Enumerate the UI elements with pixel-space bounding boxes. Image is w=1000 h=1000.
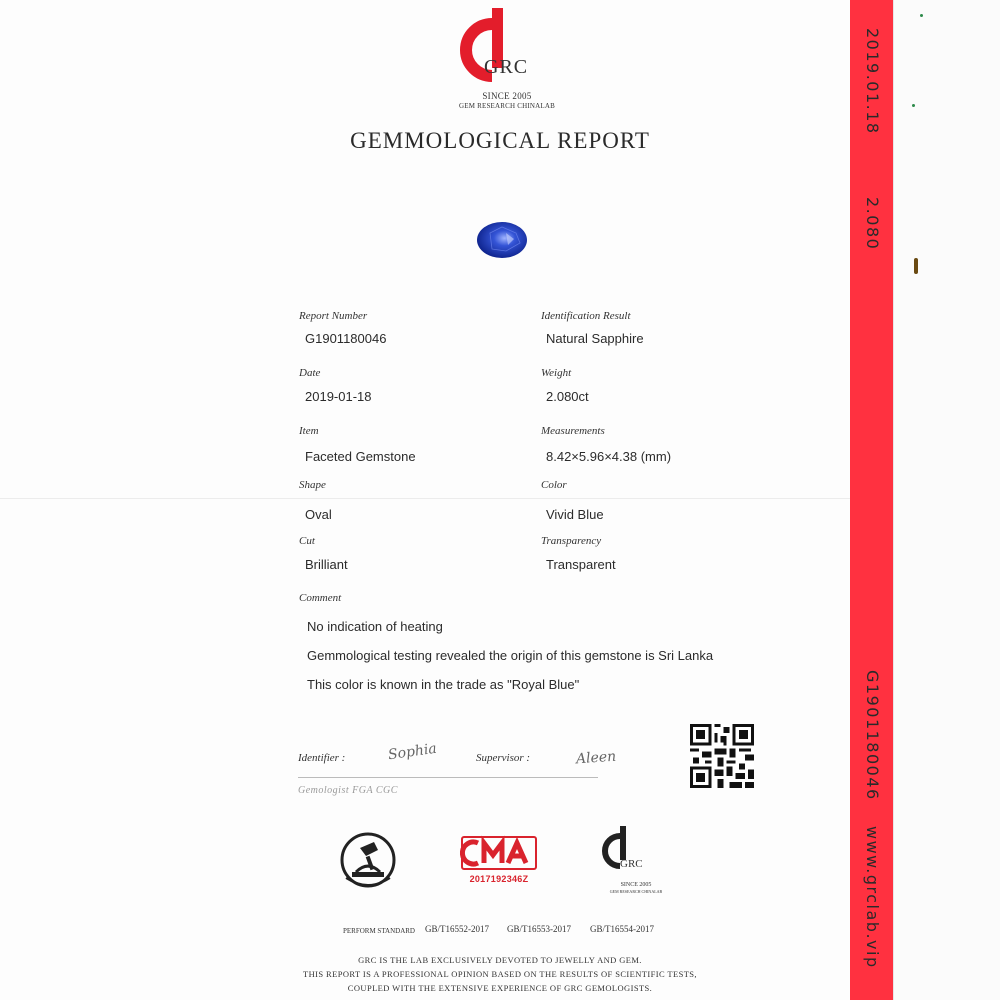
band-date: 2019.01.18	[863, 28, 882, 135]
transparency-label: Transparency	[541, 535, 602, 547]
identification-value: Natural Sapphire	[546, 331, 644, 346]
cut-label: Cut	[299, 535, 315, 547]
color-label: Color	[541, 479, 567, 491]
band-weight: 2.080	[863, 197, 882, 251]
fold-line	[0, 498, 850, 499]
since-text: SINCE 2005	[482, 91, 532, 101]
speck	[912, 104, 915, 107]
speck	[920, 14, 923, 17]
signature-line	[298, 777, 598, 778]
item-label: Item	[299, 425, 319, 437]
logo-grc-text: GRC	[484, 56, 529, 78]
footer-line: GRC IS THE LAB EXCLUSIVELY DEVOTED TO JEWELLY AND GEM.	[358, 955, 642, 965]
standard-item: GB/T16553-2017	[507, 924, 571, 934]
shape-label: Shape	[299, 479, 326, 491]
microscope-seal-icon	[338, 830, 398, 890]
cma-number: 2017192346Z	[469, 874, 529, 884]
footer-line: THIS REPORT IS A PROFESSIONAL OPINION BASED ON THE RESULTS OF SCIENTIFIC TESTS,	[303, 969, 697, 979]
footer-line: COUPLED WITH THE EXTENSIVE EXPERIENCE OF GRC GEMOLOGISTS.	[347, 983, 653, 993]
grc-logo-icon	[446, 6, 546, 92]
report-number-label: Report Number	[299, 310, 368, 322]
supervisor-label: Supervisor :	[476, 752, 531, 764]
transparency-value: Transparent	[546, 557, 616, 572]
band-report-number: G1901180046	[863, 670, 882, 801]
report-title: GEMMOLOGICAL REPORT	[350, 128, 650, 153]
standard-item: GB/T16554-2017	[590, 924, 654, 934]
perform-standard-label: PERFORM STANDARD	[343, 927, 415, 935]
lab-name: GEM RESEARCH CHINALAB	[459, 102, 555, 110]
date-value: 2019-01-18	[305, 389, 372, 404]
color-value: Vivid Blue	[546, 507, 604, 522]
measurements-value: 8.42×5.96×4.38 (mm)	[546, 449, 672, 464]
identifier-label: Identifier :	[298, 752, 346, 764]
date-label: Date	[299, 367, 321, 379]
comment-line: Gemmological testing revealed the origin of this gemstone is Sri Lanka	[307, 648, 714, 663]
report-number-value: G1901180046	[305, 331, 387, 346]
cut-value: Brilliant	[305, 557, 348, 572]
qr-code-icon[interactable]	[690, 724, 754, 788]
shape-value: Oval	[305, 507, 332, 522]
grc-small-logo-icon	[598, 826, 658, 882]
comment-label: Comment	[299, 592, 342, 604]
weight-value: 2.080ct	[546, 389, 589, 404]
right-margin	[893, 0, 1000, 1000]
comment-line: This color is known in the trade as "Royal Blue"	[307, 677, 580, 692]
supervisor-signature: Aleen	[575, 748, 617, 768]
band-website[interactable]: www.grclab.vip	[863, 826, 882, 969]
measurements-label: Measurements	[541, 425, 605, 437]
grc-small-since: SINCE 2005	[620, 882, 652, 888]
standard-item: GB/T16552-2017	[425, 924, 489, 934]
weight-label: Weight	[541, 367, 572, 379]
grc-small-text: GRC	[620, 858, 643, 870]
comment-line: No indication of heating	[307, 619, 443, 634]
item-value: Faceted Gemstone	[305, 449, 416, 464]
grc-small-lab: GEM RESEARCH CHINALAB	[609, 889, 663, 894]
gemologist-credentials: Gemologist FGA CGC	[298, 785, 398, 796]
cma-seal-icon	[460, 835, 538, 871]
sapphire-gem-image	[476, 221, 528, 259]
identifier-signature: Sophia	[387, 740, 438, 764]
identification-label: Identification Result	[541, 310, 631, 322]
staple-mark	[914, 258, 918, 274]
